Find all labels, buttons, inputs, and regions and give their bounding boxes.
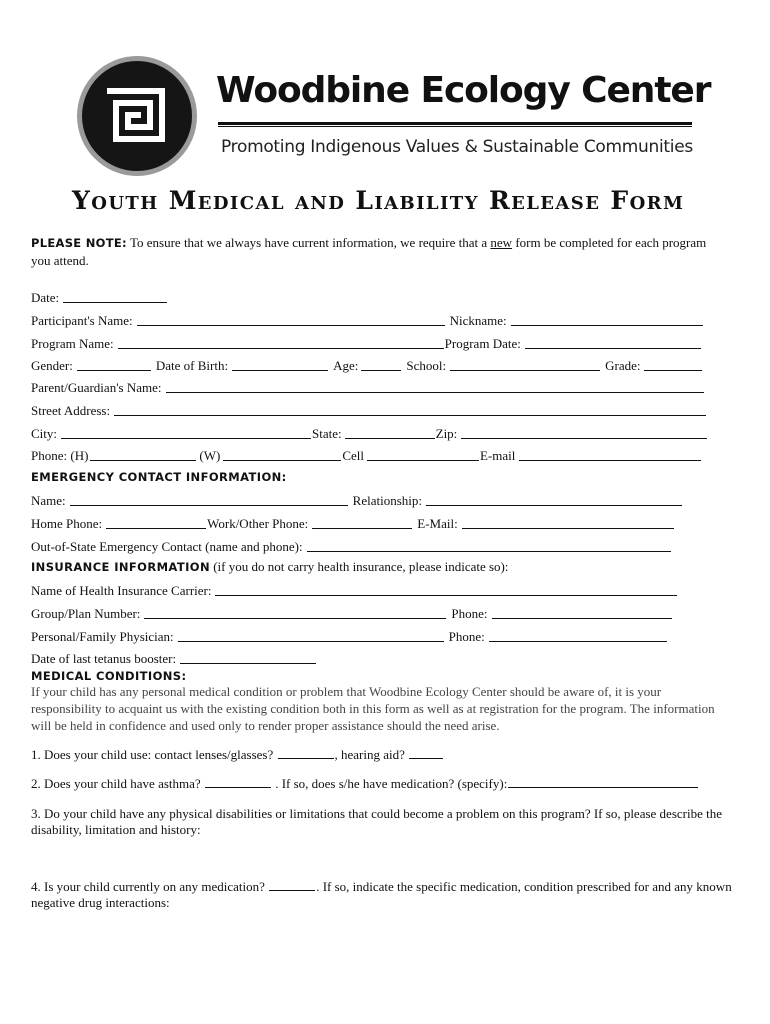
q2-asthma-field[interactable]: [205, 776, 271, 788]
program-name-label: Program Name:: [31, 336, 114, 351]
zip-label: Zip:: [435, 426, 458, 441]
home-phone-field[interactable]: [106, 516, 206, 529]
guardian-field[interactable]: [166, 380, 704, 393]
tetanus-row: [31, 649, 715, 667]
nickname-field[interactable]: [511, 313, 703, 326]
q1-text-b: , hearing aid?: [334, 747, 405, 762]
street-row: [31, 401, 715, 419]
gender-label: Gender:: [31, 358, 73, 373]
participant-name-label: Participant's Name:: [31, 313, 133, 328]
insurance-phone-field[interactable]: [492, 606, 672, 619]
dob-field[interactable]: [232, 358, 328, 371]
program-date-label: Program Date:: [444, 336, 521, 351]
program-date-field[interactable]: [525, 336, 701, 349]
program-name-field[interactable]: [118, 336, 444, 349]
carrier-row: [31, 581, 715, 599]
group-plan-row: [31, 604, 715, 622]
emergency-heading: EMERGENCY CONTACT INFORMATION:: [31, 470, 287, 484]
phone-work-field[interactable]: [223, 448, 341, 461]
q1-glasses-field[interactable]: [278, 747, 334, 759]
physician-label: Personal/Family Physician:: [31, 629, 174, 644]
zip-field[interactable]: [461, 426, 707, 439]
work-phone-label: Work/Other Phone:: [207, 516, 309, 531]
state-field[interactable]: [345, 426, 435, 439]
demographics-row: [31, 356, 715, 374]
gender-field[interactable]: [77, 358, 151, 371]
q2-text-a: 2. Does your child have asthma?: [31, 776, 201, 791]
header-rule: [218, 122, 692, 125]
home-phone-label: Home Phone:: [31, 516, 103, 531]
nickname-label: Nickname:: [449, 313, 507, 328]
emergency-email-field[interactable]: [462, 516, 674, 529]
out-of-state-row: [31, 537, 715, 555]
email-label: E-mail: [480, 448, 516, 463]
grade-field[interactable]: [644, 358, 702, 371]
email-field[interactable]: [519, 448, 701, 461]
relationship-field[interactable]: [426, 493, 682, 506]
date-row: [31, 288, 715, 306]
phone-row: [31, 446, 715, 464]
emergency-name-field[interactable]: [70, 493, 348, 506]
participant-row: [31, 311, 715, 329]
out-of-state-field[interactable]: [307, 539, 671, 552]
emergency-email-label: E-Mail:: [417, 516, 458, 531]
street-field[interactable]: [114, 403, 706, 416]
date-label: Date:: [31, 290, 60, 305]
state-label: State:: [312, 426, 342, 441]
grade-label: Grade:: [605, 358, 641, 373]
city-row: [31, 424, 715, 442]
form-title: Youth Medical and Liability Release Form: [72, 186, 685, 215]
insurance-phone-label: Phone:: [451, 606, 488, 621]
carrier-field[interactable]: [215, 583, 677, 596]
question-3: 3. Do your child have any physical disabilities or limitations that could become a problem on this program? If so, please describe the disability, limitation and history:: [31, 806, 722, 837]
tetanus-field[interactable]: [180, 651, 316, 664]
q1-hearing-aid-field[interactable]: [409, 747, 443, 759]
age-label: Age:: [333, 358, 359, 373]
physician-phone-label: Phone:: [448, 629, 485, 644]
q2-medication-field[interactable]: [508, 776, 698, 788]
carrier-label: Name of Health Insurance Carrier:: [31, 583, 212, 598]
work-phone-field[interactable]: [312, 516, 412, 529]
question-1: [31, 747, 743, 763]
phone-home-field[interactable]: [90, 448, 196, 461]
date-field[interactable]: [63, 290, 167, 303]
group-plan-label: Group/Plan Number:: [31, 606, 141, 621]
phone-home-label: Phone: (H): [31, 448, 89, 463]
q4-text-b: . If so, indicate the specific medication, condition prescribed for and any known negative drug interactions:: [31, 879, 732, 910]
emergency-phone-row: [31, 514, 715, 532]
school-field[interactable]: [450, 358, 600, 371]
physician-field[interactable]: [178, 629, 444, 642]
question-2: [31, 776, 743, 792]
q2-text-b: . If so, does s/he have medication? (specify):: [275, 776, 508, 791]
emergency-name-label: Name:: [31, 493, 66, 508]
city-label: City:: [31, 426, 58, 441]
insurance-heading-label: INSURANCE INFORMATION: [31, 560, 210, 574]
organization-name: Woodbine Ecology Center: [216, 70, 711, 111]
q4-medication-field[interactable]: [269, 879, 315, 891]
group-plan-field[interactable]: [144, 606, 446, 619]
tetanus-label: Date of last tetanus booster:: [31, 651, 177, 666]
program-row: [31, 334, 715, 352]
note-emphasis: new: [490, 235, 513, 250]
please-note: [31, 234, 711, 270]
physician-phone-field[interactable]: [489, 629, 667, 642]
spiral-logo-icon: [76, 55, 198, 177]
note-text-after: form be completed for each program you attend.: [31, 235, 707, 268]
emergency-name-row: [31, 491, 715, 509]
guardian-label: Parent/Guardian's Name:: [31, 380, 162, 395]
city-field[interactable]: [61, 426, 311, 439]
out-of-state-label: Out-of-State Emergency Contact (name and phone):: [31, 539, 303, 554]
q1-text-a: 1. Does your child use: contact lenses/glasses?: [31, 747, 274, 762]
phone-work-label: (W): [199, 448, 221, 463]
note-text-before: To ensure that we always have current information, we require that a: [126, 235, 491, 250]
guardian-row: [31, 378, 715, 396]
school-label: School:: [406, 358, 447, 373]
question-4: [31, 879, 743, 911]
insurance-heading: [31, 559, 509, 575]
q4-text-a: 4. Is your child currently on any medication?: [31, 879, 265, 894]
physician-row: [31, 627, 715, 645]
medical-paragraph: If your child has any personal medical condition or problem that Woodbine Ecology Center should be aware of, it is your responsibility to acquaint us with the existing condition both in this form as well as at registration for the program. The information will be held in confidence and used only to render proper assistance should the need arise.: [31, 684, 715, 733]
insurance-heading-note: (if you do not carry health insurance, please indicate so):: [209, 559, 509, 574]
medical-heading: MEDICAL CONDITIONS:: [31, 669, 187, 683]
street-label: Street Address:: [31, 403, 111, 418]
cell-field[interactable]: [367, 448, 479, 461]
note-label: PLEASE NOTE:: [31, 236, 127, 250]
relationship-label: Relationship:: [352, 493, 422, 508]
participant-name-field[interactable]: [137, 313, 445, 326]
dob-label: Date of Birth:: [155, 358, 229, 373]
cell-label: Cell: [342, 448, 365, 463]
organization-tagline: Promoting Indigenous Values & Sustainable Communities: [221, 137, 693, 157]
age-field[interactable]: [361, 358, 401, 371]
